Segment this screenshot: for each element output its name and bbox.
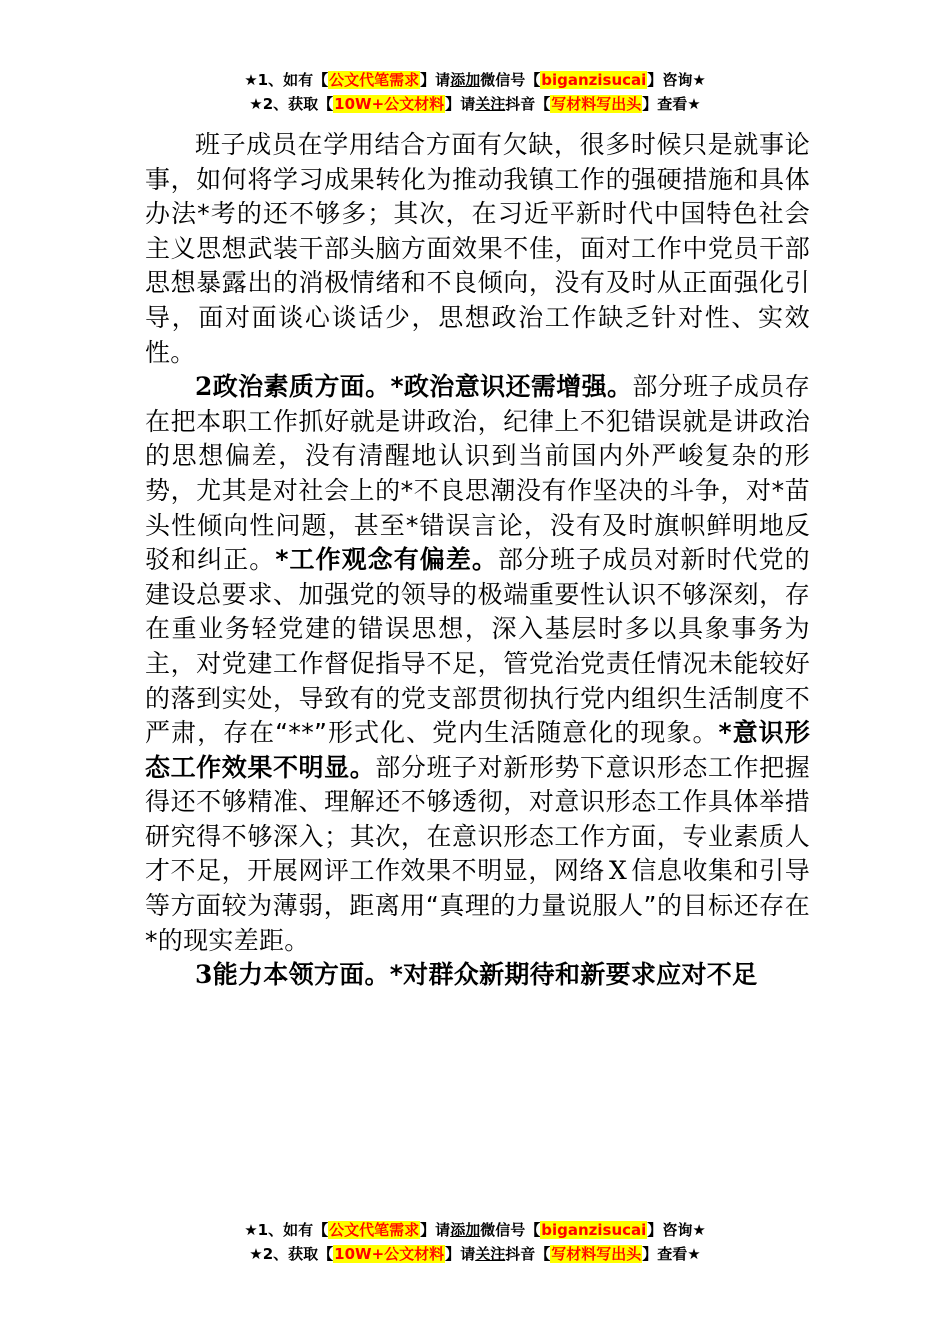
section-heading: 能力本领方面。*对群众新期待和新要求应对不足 bbox=[212, 960, 758, 990]
section-number: 2 bbox=[195, 372, 213, 402]
section-heading: 政治素质方面。*政治意识还需增强。 bbox=[212, 372, 633, 402]
bracket: 】 bbox=[445, 95, 461, 113]
banner-text: ★2、获取 bbox=[249, 95, 319, 113]
underlined-text: 添加 bbox=[450, 71, 481, 89]
banner-text: 咨询★ bbox=[662, 1221, 706, 1239]
banner-text: 微信号 bbox=[480, 1221, 526, 1239]
bracket: 【 bbox=[318, 95, 334, 113]
paragraph-3 bbox=[145, 958, 810, 993]
subheading: *意识形态工作效果不明显。 bbox=[145, 718, 810, 782]
section-number: 3 bbox=[195, 960, 213, 990]
banner-line-2 bbox=[0, 1242, 950, 1266]
bracket: 】 bbox=[642, 1245, 658, 1263]
banner-text: ★1、如有 bbox=[244, 1221, 314, 1239]
paragraph-text: 部分班子成员存在把本职工作抓好就是讲政治，纪律上不犯错误就是讲政治的思想偏差，没有清醒地认识到当前国内外严峻复杂的形势，尤其是对社会上的*不良思潮没有作坚决的斗争，对*苗头性倾向性问题，甚至*错误言论，没有及时旗帜鲜明地反驳和纠正。 bbox=[145, 372, 810, 575]
banner-text: 查看★ bbox=[657, 1245, 701, 1263]
bracket: 【 bbox=[313, 1221, 329, 1239]
paragraph-text: 部分班子对新形势下意识形态工作把握得还不够精准、理解还不够透彻，对意识形态工作具体举措研究得不够深入；其次，在意识形态工作方面，专业素质人才不足，开展网评工作效果不明显，网络 bbox=[145, 752, 810, 886]
paragraph-2 bbox=[145, 370, 810, 958]
subheading: *工作观念有偏差。 bbox=[275, 545, 498, 575]
bracket: 【 bbox=[525, 71, 541, 89]
banner-text: ★2、获取 bbox=[249, 1245, 319, 1263]
banner-text: 咨询★ bbox=[662, 71, 706, 89]
highlight-wechat-id: biganzisucai bbox=[541, 1221, 647, 1239]
banner-text: 请 bbox=[435, 1221, 451, 1239]
banner-line-1 bbox=[0, 1218, 950, 1242]
highlight-douyin: 写材料写出头 bbox=[551, 95, 642, 113]
footer-banner bbox=[0, 1218, 950, 1266]
highlight-service: 公文代笔需求 bbox=[329, 1221, 420, 1239]
banner-text: 请 bbox=[435, 71, 451, 89]
bracket: 【 bbox=[313, 71, 329, 89]
paragraph-text: 信息收集和引导等方面较为薄弱，距离用“真理的力量说服人”的目标还存在*的现实差距。 bbox=[145, 856, 810, 955]
highlight-materials: 10W+公文材料 bbox=[334, 1245, 445, 1263]
bracket: 【 bbox=[535, 95, 551, 113]
banner-text: 查看★ bbox=[657, 95, 701, 113]
bracket: 【 bbox=[535, 1245, 551, 1263]
banner-text: 请 bbox=[460, 1245, 476, 1263]
paragraph-1: 班子成员在学用结合方面有欠缺，很多时候只是就事论事，如何将学习成果转化为推动我镇工作的强硬措施和具体办法*考的还不够多；其次，在习近平新时代中国特色社会主义思想武装干部头脑方面效果不佳，面对工作中党员干部思想暴露出的消极情绪和不良倾向，没有及时从正面强化引导，面对面谈心谈话少，思想政治工作缺乏针对性、实效性。 bbox=[145, 130, 810, 367]
bracket: 【 bbox=[525, 1221, 541, 1239]
latin-x: X bbox=[609, 856, 628, 886]
banner-line-1 bbox=[0, 68, 950, 92]
bracket: 】 bbox=[642, 95, 658, 113]
bracket: 】 bbox=[420, 71, 436, 89]
underlined-text: 添加 bbox=[450, 1221, 481, 1239]
bracket: 】 bbox=[647, 1221, 663, 1239]
bracket: 】 bbox=[420, 1221, 436, 1239]
banner-text: ★1、如有 bbox=[244, 71, 314, 89]
banner-line-2 bbox=[0, 92, 950, 116]
paragraph-text: 部分班子成员对新时代党的建设总要求、加强党的领导的极端重要性认识不够深刻，存在重业务轻党建的错误思想，深入基层时多以具象事务为主，对党建工作督促指导不足，管党治党责任情况未能较好的落到实处，导致有的党支部贯彻执行党内组织生活制度不严肃，存在“**”形式化、党内生活随意化的现象。 bbox=[145, 545, 810, 748]
header-banner bbox=[0, 68, 950, 116]
bracket: 】 bbox=[445, 1245, 461, 1263]
highlight-service: 公文代笔需求 bbox=[329, 71, 420, 89]
highlight-douyin: 写材料写出头 bbox=[551, 1245, 642, 1263]
highlight-materials: 10W+公文材料 bbox=[334, 95, 445, 113]
banner-text: 请 bbox=[460, 95, 476, 113]
underlined-text: 关注 bbox=[475, 95, 506, 113]
banner-text: 抖音 bbox=[505, 95, 536, 113]
bracket: 【 bbox=[318, 1245, 334, 1263]
banner-text: 抖音 bbox=[505, 1245, 536, 1263]
document-body bbox=[145, 128, 810, 993]
banner-text: 微信号 bbox=[480, 71, 526, 89]
bracket: 】 bbox=[647, 71, 663, 89]
highlight-wechat-id: biganzisucai bbox=[541, 71, 647, 89]
underlined-text: 关注 bbox=[475, 1245, 506, 1263]
